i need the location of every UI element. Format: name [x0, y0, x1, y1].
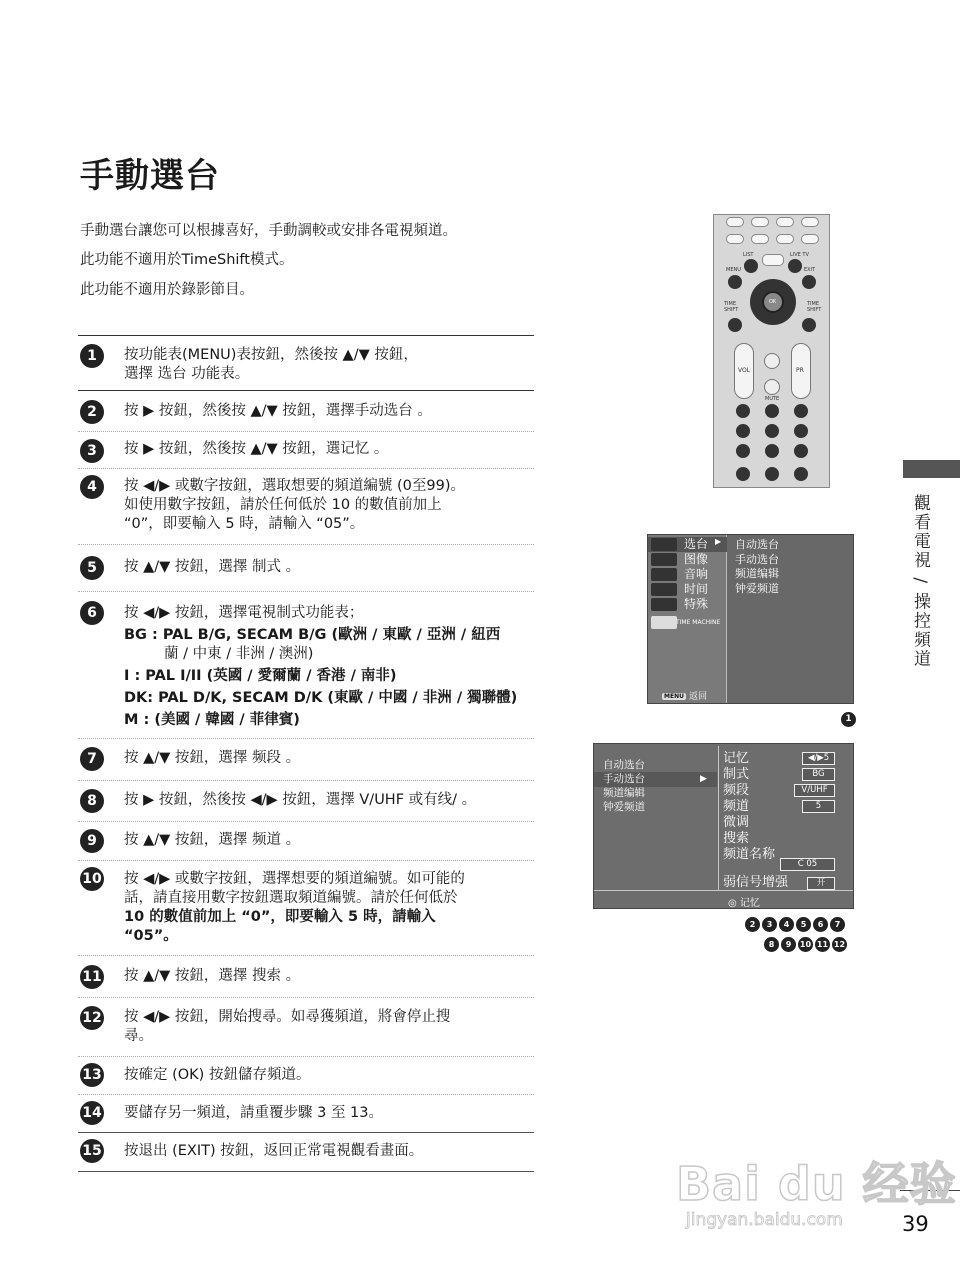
osd-submenu-item: 钟爱频道: [735, 581, 779, 595]
time-shift-label: TIME SHIFT: [724, 301, 739, 313]
step-text: 10 的數值前加上 “0”，即要輸入 5 時，請輸入: [124, 909, 436, 925]
osd-setting-label: 频段: [723, 783, 750, 798]
record-button: [801, 217, 819, 227]
number-button: [736, 424, 750, 438]
memory-value: ◀/▶5: [802, 752, 835, 765]
step-text: “0”，即要輸入 5 時，請輸入 “05”。: [124, 516, 365, 532]
osd-left-panel: [594, 744, 717, 908]
osd-menu-item: [648, 597, 727, 612]
osd-menu-label: 时间: [684, 582, 709, 596]
step-text: 按 ▶ 按鈕，然後按 ▲/▼ 按鈕，選记忆 。: [124, 441, 389, 457]
rewind-button: [726, 234, 744, 244]
time-shift-left-button: [728, 318, 742, 332]
menu-key-icon: MENU: [664, 693, 684, 700]
number-button: [765, 404, 779, 418]
osd-submenu-item: 频道编辑: [735, 567, 779, 580]
step: [78, 432, 534, 469]
step-text: 按 ◀/▶ 按鈕，開始搜尋。如尋獲頻道，將會停止搜: [124, 1009, 451, 1025]
step: [78, 335, 534, 391]
pause-button: [776, 217, 794, 227]
osd-menu-label: 选台: [684, 537, 709, 551]
stop-button: [726, 217, 744, 227]
time-machine-icon: [651, 616, 677, 629]
save-hint: ◎ 记忆: [728, 898, 760, 909]
step-text: 按確定 (OK) 按鈕儲存頻道。: [124, 1067, 311, 1083]
osd-setting-label: 弱信号增强: [723, 875, 789, 890]
tv-system: 蘭 / 中東 / 非洲 / 澳洲): [164, 646, 314, 662]
osd-divider: [718, 746, 719, 890]
step-text: 按退出 (EXIT) 按鈕，返回正常電視觀看畫面。: [124, 1143, 424, 1159]
step: [78, 1057, 534, 1095]
tv-system: I : PAL I/II (英國 / 愛爾蘭 / 香港 / 南非): [124, 668, 397, 684]
intro-line: 手動選台讓您可以根據喜好，手動調較或安排各電視頻道。: [80, 223, 457, 239]
osd-menu-item: 频道编辑: [603, 787, 645, 799]
arrow-right-icon: ▶: [715, 537, 722, 546]
booster-value: 开: [807, 877, 835, 890]
list-label: LIST: [743, 252, 754, 258]
step-text: 選擇 选台 功能表。: [124, 366, 250, 382]
osd-setting-label: 频道: [723, 799, 750, 814]
vol-label: VOL: [738, 367, 751, 374]
section-title: 觀看電視 / 操控頻道: [910, 494, 930, 669]
menu-label: MENU: [726, 267, 741, 273]
channel-value: 5: [802, 800, 835, 813]
play-button: [751, 217, 769, 227]
menu-thumb-icon: [651, 568, 677, 581]
step-number: 1: [80, 344, 104, 368]
osd-menu-label: 图像: [684, 552, 709, 566]
page-title: 手動選台: [80, 156, 220, 196]
tv-system: DK: PAL D/K, SECAM D/K (東歐 / 中國 / 非洲 / 獨聯體): [124, 690, 518, 706]
menu-thumb-icon: [651, 553, 677, 566]
osd-menu-item: [648, 552, 727, 567]
step-text: 按 ◀/▶ 或數字按鈕，選取想要的頻道編號 (0至99)。: [124, 478, 466, 494]
step-number: 14: [80, 1101, 104, 1125]
step-caption: 12: [832, 937, 847, 952]
step-number: 6: [80, 601, 104, 625]
fav-button: [764, 353, 780, 369]
exit-label: EXIT: [804, 267, 816, 273]
osd-setting-label: 频道名称: [723, 847, 776, 862]
step-caption: 11: [815, 937, 830, 952]
step-text: 要儲存另一頻道，請重覆步驟 3 至 13。: [124, 1105, 384, 1121]
number-button: [794, 424, 808, 438]
osd-footer-rule: [594, 890, 853, 891]
exit-button: [802, 275, 816, 289]
step-number: 12: [80, 1006, 104, 1030]
page-number: 39: [902, 1212, 929, 1236]
osd-menu-item: [648, 567, 727, 582]
step: [78, 1133, 534, 1172]
system-value: BG: [802, 768, 835, 781]
step-captions-row: [764, 937, 847, 952]
step-number: 5: [80, 556, 104, 580]
step: [78, 1095, 534, 1133]
osd-menu-item: 自动选台: [603, 759, 645, 771]
number-button: [765, 467, 779, 481]
step-caption: 4: [779, 917, 794, 932]
step-number: 13: [80, 1063, 104, 1087]
watermark-logo: Bai du 经验: [676, 1157, 957, 1211]
osd-menu-label: 特殊: [684, 597, 709, 611]
step-caption: 3: [762, 917, 777, 932]
step-caption: 6: [813, 917, 828, 932]
step-number: 15: [80, 1139, 104, 1163]
time-machine-button: [762, 254, 784, 266]
menu-thumb-icon: [651, 538, 677, 551]
menu-thumb-icon: [651, 583, 677, 596]
step: [78, 592, 534, 739]
step-text: 按 ▲/▼ 按鈕，選擇 频段 。: [124, 750, 301, 766]
step: [78, 998, 534, 1057]
number-button: [794, 404, 808, 418]
step-text: 按功能表(MENU)表按鈕，然後按 ▲/▼ 按鈕，: [124, 347, 418, 363]
osd-screen-manual-tuning: [593, 743, 854, 909]
band-value: V/UHF: [794, 784, 835, 797]
step-number: 3: [80, 439, 104, 463]
pr-label: PR: [796, 367, 804, 374]
number-button: [765, 424, 779, 438]
list-button: [744, 259, 758, 273]
watermark-url: jingyan.baidu.com: [686, 1210, 843, 1230]
live-tv-button: [788, 259, 802, 273]
step-text: 按 ▲/▼ 按鈕，選擇 搜索 。: [124, 968, 301, 984]
step-caption: 9: [781, 937, 796, 952]
osd-back-hint: [662, 689, 707, 702]
time-shift-label: TIME SHIFT: [807, 301, 822, 313]
arrow-right-icon: ▶: [700, 774, 707, 784]
step-number: 10: [80, 867, 104, 891]
step: [78, 956, 534, 998]
intro-line: 此功能不適用於TimeShift模式。: [80, 252, 294, 268]
remote-control-image: [713, 214, 830, 488]
step-text: 按 ▲/▼ 按鈕，選擇 频道 。: [124, 832, 301, 848]
step-text: 按 ◀/▶ 或數字按鈕，選擇想要的頻道編號。如可能的: [124, 871, 465, 887]
section-tab: [903, 460, 960, 478]
steps-list: [78, 335, 534, 1172]
osd-screen-setup: [647, 534, 854, 704]
step-caption: 8: [764, 937, 779, 952]
step-number: 8: [80, 789, 104, 813]
osd-menu-item: 手动选台: [603, 773, 645, 785]
step-caption: 2: [745, 917, 760, 932]
step-caption: 10: [798, 937, 813, 952]
time-machine-label: TIME MACHINE: [676, 619, 721, 626]
back-label: 返回: [688, 692, 707, 702]
step-text: 話，請直接用數字按鈕選取頻道編號。請於任何低於: [124, 890, 458, 906]
step-text: 如使用數字按鈕，請於任何低於 10 的數值前加上: [124, 497, 442, 513]
step: [78, 822, 534, 861]
osd-left-panel: [648, 535, 727, 703]
q-view-button: [794, 467, 808, 481]
step-text: 尋。: [124, 1028, 153, 1044]
live-tv-label: LIVE TV: [790, 252, 809, 258]
menu-thumb-icon: [651, 598, 677, 611]
mute-label: MUTE: [765, 396, 780, 402]
channel-name-value: C 05: [780, 858, 835, 871]
osd-menu-item: [648, 582, 727, 597]
number-button: [736, 404, 750, 418]
step: [78, 545, 534, 592]
step: [78, 861, 534, 956]
step-text: 按 ▶ 按鈕，然後按 ▲/▼ 按鈕，選擇手动选台 。: [124, 403, 432, 419]
step-number: 2: [80, 400, 104, 424]
step-text: 按 ▶ 按鈕，然後按 ◀/▶ 按鈕，選擇 V/UHF 或有线/ 。: [124, 792, 477, 808]
menu-button: [728, 275, 742, 289]
sleep-button: [736, 467, 750, 481]
step-text: 按 ▲/▼ 按鈕，選擇 制式 。: [124, 559, 301, 575]
step-number: 7: [80, 747, 104, 771]
osd-setting-label: 搜索: [723, 831, 750, 846]
intro-line: 此功能不適用於錄影節目。: [80, 282, 254, 298]
osd-setting-label: 记忆: [723, 751, 750, 766]
step-captions-row: [745, 917, 845, 932]
number-button: [765, 444, 779, 458]
mute-button: [764, 379, 780, 395]
osd-menu-item: 钟爱频道: [603, 801, 645, 813]
step-number: 11: [80, 965, 104, 989]
tv-system: M : (美國 / 韓國 / 菲律賓): [124, 712, 300, 728]
step: [78, 781, 534, 822]
forward-button: [801, 234, 819, 244]
step-text: “05”。: [124, 928, 178, 944]
step-text: 按 ◀/▶ 按鈕，選擇電視制式功能表；: [124, 605, 364, 621]
step: [78, 469, 534, 545]
osd-setting-label: 微调: [723, 815, 750, 830]
osd-menu-label: 音响: [684, 567, 709, 581]
step-number: 4: [80, 475, 104, 499]
step: [78, 391, 534, 432]
step-caption: 7: [830, 917, 845, 932]
step-caption: 1: [841, 712, 856, 727]
osd-submenu-item: 手动选台: [735, 552, 779, 566]
tv-system: BG : PAL B/G, SECAM B/G (歐洲 / 東歐 / 亞洲 / 紐西: [124, 627, 501, 643]
time-shift-right-button: [802, 318, 816, 332]
next-button: [776, 234, 794, 244]
osd-setting-label: 制式: [723, 767, 750, 782]
step-caption: 5: [796, 917, 811, 932]
step-number: 9: [80, 829, 104, 853]
step: [78, 739, 534, 781]
number-button: [736, 444, 750, 458]
ok-label: OK: [769, 299, 777, 305]
prev-button: [751, 234, 769, 244]
number-button: [794, 444, 808, 458]
osd-right-panel: [735, 538, 779, 596]
osd-submenu-item: 自动选台: [735, 538, 779, 551]
